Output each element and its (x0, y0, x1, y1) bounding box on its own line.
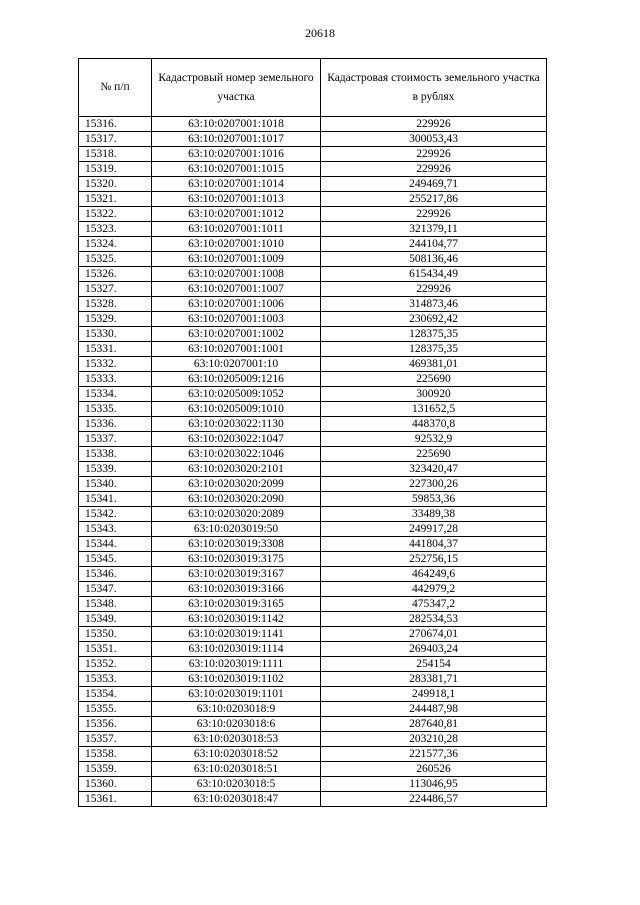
page-number: 20618 (305, 26, 335, 40)
table-row (79, 657, 547, 672)
row-number: 15356. (79, 717, 152, 732)
cadastral-number: 63:10:0205009:1216 (152, 372, 321, 387)
cadastral-value: 227300,26 (321, 477, 547, 492)
cadastral-value: 269403,24 (321, 642, 547, 657)
cadastral-number: 63:10:0203020:2101 (152, 462, 321, 477)
table-row (79, 507, 547, 522)
table-row (79, 477, 547, 492)
cadastral-value: 224486,57 (321, 792, 547, 807)
table-row (79, 327, 547, 342)
cadastral-value: 113046,95 (321, 777, 547, 792)
row-number: 15340. (79, 477, 152, 492)
table-row (79, 747, 547, 762)
cadastral-number: 63:10:0203022:1046 (152, 447, 321, 462)
cadastral-number: 63:10:0203019:1102 (152, 672, 321, 687)
table-row (79, 312, 547, 327)
row-number: 15322. (79, 207, 152, 222)
cadastral-value: 225690 (321, 447, 547, 462)
row-number: 15345. (79, 552, 152, 567)
cadastral-value: 229926 (321, 207, 547, 222)
cadastral-number: 63:10:0203020:2099 (152, 477, 321, 492)
table-row (79, 537, 547, 552)
row-number: 15343. (79, 522, 152, 537)
table-row (79, 612, 547, 627)
cadastral-number: 63:10:0203018:51 (152, 762, 321, 777)
row-number: 15321. (79, 192, 152, 207)
cadastral-number: 63:10:0205009:1052 (152, 387, 321, 402)
row-number: 15328. (79, 297, 152, 312)
table-row (79, 297, 547, 312)
cadastral-number: 63:10:0207001:1003 (152, 312, 321, 327)
cadastral-number: 63:10:0207001:1017 (152, 132, 321, 147)
cadastral-number: 63:10:0203018:6 (152, 717, 321, 732)
cadastral-value: 249469,71 (321, 177, 547, 192)
row-number: 15360. (79, 777, 152, 792)
cadastral-number: 63:10:0205009:1010 (152, 402, 321, 417)
row-number: 15338. (79, 447, 152, 462)
cadastral-number: 63:10:0207001:1013 (152, 192, 321, 207)
row-number: 15334. (79, 387, 152, 402)
cadastral-value: 33489,38 (321, 507, 547, 522)
header-row (79, 59, 547, 117)
cadastral-number: 63:10:0203020:2089 (152, 507, 321, 522)
cadastral-value: 255217,86 (321, 192, 547, 207)
row-number: 15349. (79, 612, 152, 627)
row-number: 15317. (79, 132, 152, 147)
cadastral-value: 221577,36 (321, 747, 547, 762)
header-row-number: № п/п (79, 59, 152, 117)
table-row (79, 687, 547, 702)
row-number: 15337. (79, 432, 152, 447)
header-cadastral-value: Кадастровая стоимость земельного участка в рублях (321, 59, 547, 117)
table-row (79, 777, 547, 792)
table-row (79, 357, 547, 372)
cadastral-number: 63:10:0203018:9 (152, 702, 321, 717)
cadastral-number: 63:10:0203020:2090 (152, 492, 321, 507)
cadastral-number: 63:10:0203019:1101 (152, 687, 321, 702)
cadastral-value: 229926 (321, 147, 547, 162)
row-number: 15333. (79, 372, 152, 387)
cadastral-number: 63:10:0203022:1047 (152, 432, 321, 447)
cadastral-number: 63:10:0203019:3308 (152, 537, 321, 552)
cadastral-number: 63:10:0207001:1015 (152, 162, 321, 177)
row-number: 15353. (79, 672, 152, 687)
row-number: 15332. (79, 357, 152, 372)
cadastral-value: 252756,15 (321, 552, 547, 567)
row-number: 15324. (79, 237, 152, 252)
cadastral-number: 63:10:0207001:1007 (152, 282, 321, 297)
table-row (79, 627, 547, 642)
row-number: 15339. (79, 462, 152, 477)
cadastral-value: 448370,8 (321, 417, 547, 432)
table-row (79, 717, 547, 732)
table-row (79, 462, 547, 477)
cadastral-number: 63:10:0207001:1010 (152, 237, 321, 252)
table-row (79, 177, 547, 192)
cadastral-value: 321379,11 (321, 222, 547, 237)
row-number: 15354. (79, 687, 152, 702)
row-number: 15327. (79, 282, 152, 297)
table-row (79, 522, 547, 537)
cadastral-value: 230692,42 (321, 312, 547, 327)
cadastral-number: 63:10:0207001:1006 (152, 297, 321, 312)
cadastral-value: 225690 (321, 372, 547, 387)
table-row (79, 417, 547, 432)
cadastral-number: 63:10:0207001:10 (152, 357, 321, 372)
table-row (79, 432, 547, 447)
row-number: 15330. (79, 327, 152, 342)
cadastral-value: 254154 (321, 657, 547, 672)
table-row (79, 567, 547, 582)
cadastral-value: 441804,37 (321, 537, 547, 552)
table-row (79, 702, 547, 717)
cadastral-number: 63:10:0207001:1002 (152, 327, 321, 342)
table-row (79, 252, 547, 267)
row-number: 15348. (79, 597, 152, 612)
cadastral-value: 229926 (321, 162, 547, 177)
cadastral-value: 475347,2 (321, 597, 547, 612)
cadastral-value: 270674,01 (321, 627, 547, 642)
cadastral-number: 63:10:0207001:1008 (152, 267, 321, 282)
cadastral-value: 508136,46 (321, 252, 547, 267)
table-row (79, 552, 547, 567)
row-number: 15341. (79, 492, 152, 507)
table-row (79, 792, 547, 807)
cadastral-number: 63:10:0203018:53 (152, 732, 321, 747)
cadastral-value: 249918,1 (321, 687, 547, 702)
row-number: 15359. (79, 762, 152, 777)
cadastral-value: 615434,49 (321, 267, 547, 282)
cadastral-number: 63:10:0203019:3175 (152, 552, 321, 567)
cadastral-number: 63:10:0207001:1018 (152, 117, 321, 132)
cadastral-value: 260526 (321, 762, 547, 777)
table-row (79, 132, 547, 147)
cadastral-value: 282534,53 (321, 612, 547, 627)
row-number: 15325. (79, 252, 152, 267)
cadastral-value: 314873,46 (321, 297, 547, 312)
cadastral-value: 442979,2 (321, 582, 547, 597)
cadastral-value: 131652,5 (321, 402, 547, 417)
cadastral-number: 63:10:0203018:47 (152, 792, 321, 807)
row-number: 15329. (79, 312, 152, 327)
row-number: 15350. (79, 627, 152, 642)
row-number: 15346. (79, 567, 152, 582)
cadastral-value: 300053,43 (321, 132, 547, 147)
table-row (79, 267, 547, 282)
cadastral-value: 464249,6 (321, 567, 547, 582)
table-row (79, 597, 547, 612)
cadastral-number: 63:10:0207001:1011 (152, 222, 321, 237)
table-row (79, 192, 547, 207)
row-number: 15355. (79, 702, 152, 717)
row-number: 15331. (79, 342, 152, 357)
table-body (79, 117, 547, 807)
cadastral-value: 59853,36 (321, 492, 547, 507)
cadastral-number: 63:10:0203019:50 (152, 522, 321, 537)
table-row (79, 402, 547, 417)
cadastral-number: 63:10:0203019:1114 (152, 642, 321, 657)
table-row (79, 732, 547, 747)
cadastral-value: 229926 (321, 117, 547, 132)
table-row (79, 672, 547, 687)
row-number: 15323. (79, 222, 152, 237)
cadastral-number: 63:10:0207001:1009 (152, 252, 321, 267)
row-number: 15361. (79, 792, 152, 807)
cadastral-value: 469381,01 (321, 357, 547, 372)
row-number: 15318. (79, 147, 152, 162)
table-row (79, 492, 547, 507)
row-number: 15326. (79, 267, 152, 282)
cadastral-number: 63:10:0203019:1111 (152, 657, 321, 672)
table-row (79, 582, 547, 597)
table-row (79, 222, 547, 237)
row-number: 15342. (79, 507, 152, 522)
cadastral-number: 63:10:0203019:1141 (152, 627, 321, 642)
cadastral-value-table (78, 58, 547, 807)
row-number: 15357. (79, 732, 152, 747)
row-number: 15316. (79, 117, 152, 132)
row-number: 15319. (79, 162, 152, 177)
row-number: 15344. (79, 537, 152, 552)
table-header (79, 59, 547, 117)
table-row (79, 372, 547, 387)
table-row (79, 447, 547, 462)
cadastral-number: 63:10:0207001:1012 (152, 207, 321, 222)
row-number: 15320. (79, 177, 152, 192)
cadastral-number: 63:10:0207001:1016 (152, 147, 321, 162)
table-row (79, 147, 547, 162)
cadastral-value: 283381,71 (321, 672, 547, 687)
row-number: 15336. (79, 417, 152, 432)
table-row (79, 117, 547, 132)
cadastral-value: 203210,28 (321, 732, 547, 747)
cadastral-value: 244104,77 (321, 237, 547, 252)
cadastral-number: 63:10:0207001:1001 (152, 342, 321, 357)
cadastral-value: 244487,98 (321, 702, 547, 717)
cadastral-value: 128375,35 (321, 342, 547, 357)
table-row (79, 762, 547, 777)
table-row (79, 207, 547, 222)
cadastral-number: 63:10:0203018:5 (152, 777, 321, 792)
row-number: 15335. (79, 402, 152, 417)
cadastral-value: 249917,28 (321, 522, 547, 537)
row-number: 15347. (79, 582, 152, 597)
header-cadastral-number: Кадастровый номер земельного участка (152, 59, 321, 117)
row-number: 15358. (79, 747, 152, 762)
row-number: 15351. (79, 642, 152, 657)
table-row (79, 162, 547, 177)
cadastral-number: 63:10:0203019:1142 (152, 612, 321, 627)
cadastral-number: 63:10:0203018:52 (152, 747, 321, 762)
cadastral-number: 63:10:0203022:1130 (152, 417, 321, 432)
cadastral-value: 323420,47 (321, 462, 547, 477)
cadastral-value: 300920 (321, 387, 547, 402)
table-row (79, 282, 547, 297)
cadastral-value: 128375,35 (321, 327, 547, 342)
table-row (79, 237, 547, 252)
table-row (79, 342, 547, 357)
cadastral-value: 229926 (321, 282, 547, 297)
cadastral-number: 63:10:0203019:3167 (152, 567, 321, 582)
cadastral-number: 63:10:0203019:3166 (152, 582, 321, 597)
table-row (79, 642, 547, 657)
cadastral-number: 63:10:0203019:3165 (152, 597, 321, 612)
row-number: 15352. (79, 657, 152, 672)
cadastral-value: 287640,81 (321, 717, 547, 732)
table-row (79, 387, 547, 402)
cadastral-number: 63:10:0207001:1014 (152, 177, 321, 192)
cadastral-value: 92532,9 (321, 432, 547, 447)
